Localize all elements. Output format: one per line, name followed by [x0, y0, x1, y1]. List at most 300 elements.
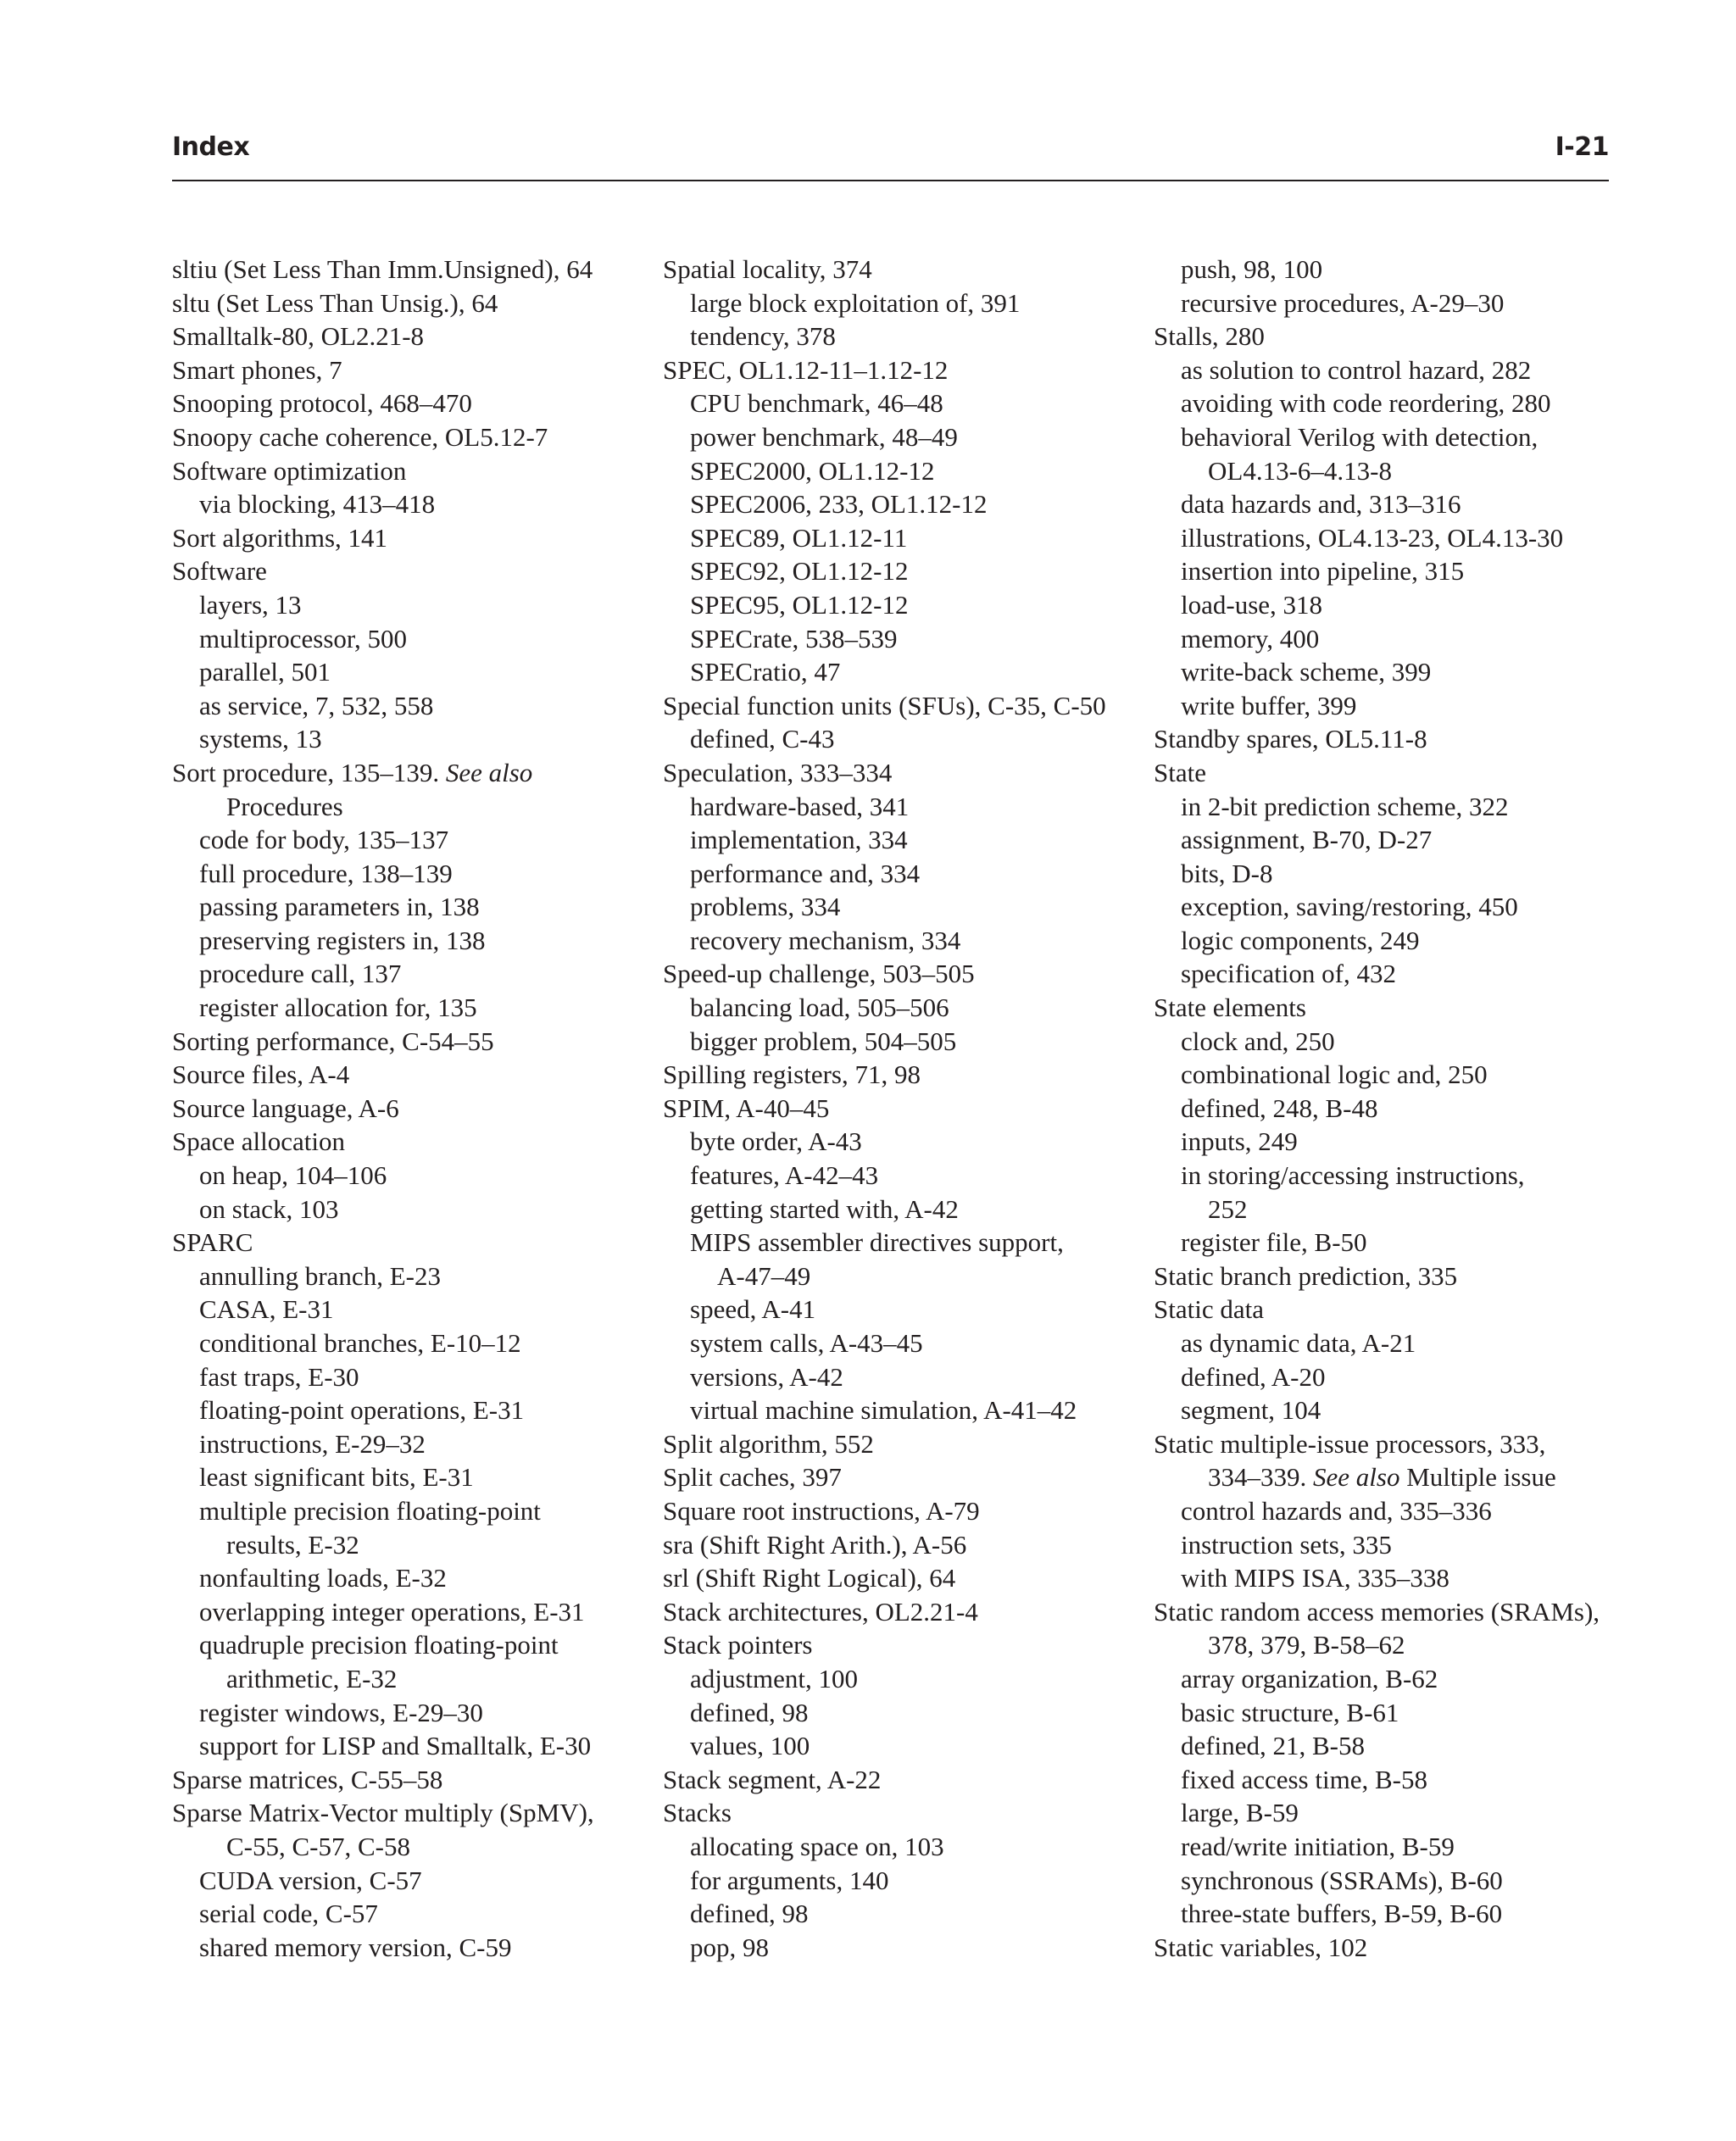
index-entry	[172, 1058, 647, 1092]
entry-text: virtual machine simulation, A-41–42	[690, 1395, 1077, 1426]
index-subentry	[663, 554, 1138, 588]
index-subentry	[172, 1729, 647, 1763]
index-subentry	[1154, 790, 1628, 824]
entry-text: adjustment, 100	[690, 1663, 859, 1693]
index-subentry	[663, 622, 1138, 656]
entry-text: features, A-42–43	[690, 1160, 879, 1191]
entry-text: register file, B-50	[1181, 1227, 1367, 1258]
index-subentry	[1154, 1561, 1628, 1595]
entry-text: overlapping integer operations, E-31	[199, 1596, 585, 1627]
index-subentry	[172, 1326, 647, 1360]
index-entry	[1154, 722, 1628, 756]
entry-text: performance and, 334	[690, 858, 921, 888]
index-subentry	[663, 1931, 1138, 1965]
entry-text: on heap, 104–106	[199, 1160, 387, 1191]
entry-text: code for body, 135–137	[199, 825, 449, 855]
entry-text: Software	[172, 556, 267, 587]
entry-text: array organization, B-62	[1181, 1663, 1438, 1693]
entry-text: OL4.13-6–4.13-8	[1208, 455, 1392, 486]
entry-text: CASA, E-31	[199, 1294, 334, 1325]
entry-text: CUDA version, C-57	[199, 1865, 422, 1895]
index-subentry	[1154, 253, 1628, 286]
index-subentry	[172, 790, 647, 824]
entry-text: sra (Shift Right Arith.), A-56	[663, 1529, 967, 1560]
entry-text: Procedures	[226, 791, 343, 821]
index-subentry	[1154, 420, 1628, 454]
entry-text: Square root instructions, A-79	[663, 1495, 980, 1526]
index-subentry	[663, 1360, 1138, 1394]
index-subentry	[663, 588, 1138, 622]
entry-text: systems, 13	[199, 724, 322, 754]
index-entry	[172, 554, 647, 588]
entry-text: Split caches, 397	[663, 1462, 842, 1493]
entry-text: results, E-32	[226, 1529, 359, 1560]
entry-text: defined, C-43	[690, 724, 835, 754]
entry-text: implementation, 334	[690, 825, 908, 855]
entry-text: Sorting performance, C-54–55	[172, 1026, 494, 1056]
entry-text: as solution to control hazard, 282	[1181, 354, 1532, 385]
running-head-title: Index	[172, 132, 250, 162]
index-subentry	[663, 1260, 1138, 1293]
entry-text: values, 100	[690, 1731, 810, 1761]
index-entry	[663, 1628, 1138, 1662]
entry-text: segment, 104	[1181, 1395, 1321, 1426]
index-subentry	[663, 1193, 1138, 1226]
entry-text: procedure call, 137	[199, 959, 402, 989]
index-subentry	[1154, 655, 1628, 689]
entry-text: large block exploitation of, 391	[690, 287, 1021, 318]
index-entry	[172, 521, 647, 555]
index-subentry	[663, 1326, 1138, 1360]
entry-text: read/write initiation, B-59	[1181, 1831, 1455, 1861]
entry-text: Smalltalk-80, OL2.21-8	[172, 321, 425, 352]
entry-text: instruction sets, 335	[1181, 1529, 1392, 1560]
entry-text: large, B-59	[1181, 1798, 1299, 1828]
index-subentry	[172, 991, 647, 1025]
entry-text: balancing load, 505–506	[690, 993, 949, 1023]
index-entry	[172, 454, 647, 488]
index-entry	[663, 1460, 1138, 1494]
index-subentry	[663, 722, 1138, 756]
entry-text: speed, A-41	[690, 1294, 816, 1325]
entry-text: insertion into pipeline, 315	[1181, 556, 1465, 587]
index-subentry	[663, 823, 1138, 857]
entry-text: floating-point operations, E-31	[199, 1395, 525, 1426]
entry-text: CPU benchmark, 46–48	[690, 388, 943, 419]
index-subentry	[172, 689, 647, 723]
entry-text: via blocking, 413–418	[199, 489, 436, 520]
entry-text: write-back scheme, 399	[1181, 657, 1432, 687]
entry-text: with MIPS ISA, 335–338	[1181, 1563, 1449, 1593]
entry-text: power benchmark, 48–49	[690, 421, 958, 452]
entry-text: versions, A-42	[690, 1361, 843, 1392]
index-subentry	[1154, 1494, 1628, 1528]
entry-text: preserving registers in, 138	[199, 925, 486, 955]
index-subentry	[1154, 823, 1628, 857]
entry-text: layers, 13	[199, 589, 302, 620]
entry-text: SPEC95, OL1.12-12	[690, 589, 909, 620]
index-subentry	[1154, 487, 1628, 521]
index-subentry	[1154, 588, 1628, 622]
index-entry	[172, 1025, 647, 1059]
index-entry	[172, 420, 647, 454]
entry-text: sltiu (Set Less Than Imm.Unsigned), 64	[172, 254, 593, 284]
entry-text: sltu (Set Less Than Unsig.), 64	[172, 287, 498, 318]
index-entry	[172, 1092, 647, 1126]
entry-text: illustrations, OL4.13-23, OL4.13-30	[1181, 522, 1564, 553]
entry-text: Space allocation	[172, 1126, 345, 1157]
index-subentry	[663, 1662, 1138, 1696]
entry-text: register windows, E-29–30	[199, 1697, 483, 1727]
index-entry	[663, 1561, 1138, 1595]
index-entry	[663, 253, 1138, 286]
entry-text: Snooping protocol, 468–470	[172, 388, 472, 419]
index-subentry	[172, 1460, 647, 1494]
entry-text: bits, D-8	[1181, 858, 1273, 888]
entry-text: Sparse Matrix-Vector multiply (SpMV),	[172, 1798, 594, 1828]
entry-text: Software optimization	[172, 455, 407, 486]
index-subentry	[1154, 554, 1628, 588]
index-subentry	[172, 1260, 647, 1293]
entry-text: Standby spares, OL5.11-8	[1154, 724, 1427, 754]
entry-text: Static data	[1154, 1294, 1264, 1325]
index-subentry	[1154, 1125, 1628, 1159]
index-subentry	[172, 1662, 647, 1696]
entry-text: annulling branch, E-23	[199, 1260, 441, 1291]
entry-text: Stack pointers	[663, 1630, 813, 1660]
index-subentry	[1154, 521, 1628, 555]
entry-text: as service, 7, 532, 558	[199, 690, 434, 720]
entry-text: getting started with, A-42	[690, 1193, 959, 1224]
entry-text: 334–339.	[1208, 1462, 1313, 1493]
entry-text: parallel, 501	[199, 657, 331, 687]
index-entry	[1154, 1293, 1628, 1326]
index-subentry	[1154, 1528, 1628, 1562]
index-subentry	[1154, 890, 1628, 924]
entry-text: shared memory version, C-59	[199, 1932, 512, 1962]
index-subentry	[1154, 1393, 1628, 1427]
entry-text: for arguments, 140	[690, 1865, 889, 1895]
entry-text: Source language, A-6	[172, 1093, 399, 1123]
entry-text: SPEC, OL1.12-11–1.12-12	[663, 354, 949, 385]
entry-text: hardware-based, 341	[690, 791, 910, 821]
entry-text: Stack architectures, OL2.21-4	[663, 1596, 978, 1627]
index-column-2	[663, 253, 1138, 1964]
index-subentry	[663, 890, 1138, 924]
entry-text: Sort algorithms, 141	[172, 522, 388, 553]
entry-text: three-state buffers, B-59, B-60	[1181, 1899, 1503, 1929]
index-subentry	[663, 1696, 1138, 1730]
entry-text: conditional branches, E-10–12	[199, 1328, 521, 1358]
entry-text: SPIM, A-40–45	[663, 1093, 830, 1123]
entry-text: serial code, C-57	[199, 1899, 378, 1929]
entry-text: passing parameters in, 138	[199, 892, 480, 922]
entry-text: bigger problem, 504–505	[690, 1026, 957, 1056]
entry-text: exception, saving/restoring, 450	[1181, 892, 1518, 922]
entry-text: SPEC2000, OL1.12-12	[690, 455, 935, 486]
index-entry	[172, 1763, 647, 1797]
entry-text: recursive procedures, A-29–30	[1181, 287, 1505, 318]
see-also-target: Multiple issue	[1399, 1462, 1556, 1493]
entry-text: Stack segment, A-22	[663, 1764, 882, 1794]
index-subentry	[663, 420, 1138, 454]
index-subentry	[663, 924, 1138, 958]
index-subentry	[663, 1729, 1138, 1763]
index-subentry	[663, 655, 1138, 689]
entry-text: SPARC	[172, 1227, 253, 1258]
entry-text: Static multiple-issue processors, 333,	[1154, 1428, 1546, 1459]
index-subentry	[172, 1193, 647, 1226]
entry-text: Speed-up challenge, 503–505	[663, 959, 975, 989]
index-subentry	[663, 857, 1138, 891]
index-entry	[1154, 1260, 1628, 1293]
entry-text: defined, 98	[690, 1697, 809, 1727]
entry-text: recovery mechanism, 334	[690, 925, 961, 955]
entry-text: Static variables, 102	[1154, 1932, 1368, 1962]
entry-text: push, 98, 100	[1181, 254, 1323, 284]
entry-text: State	[1154, 757, 1206, 787]
index-subentry	[663, 1864, 1138, 1898]
entry-text: SPEC2006, 233, OL1.12-12	[690, 489, 988, 520]
index-entry	[1154, 320, 1628, 353]
entry-text: load-use, 318	[1181, 589, 1323, 620]
entry-text: data hazards and, 313–316	[1181, 489, 1461, 520]
index-entry	[1154, 756, 1628, 790]
page-number: I-21	[1555, 132, 1609, 162]
entry-text: write buffer, 399	[1181, 690, 1357, 720]
entry-text: control hazards and, 335–336	[1181, 1495, 1492, 1526]
index-entry	[663, 353, 1138, 387]
index-subentry	[1154, 286, 1628, 320]
entry-text: defined, A-20	[1181, 1361, 1326, 1392]
entry-text: Spatial locality, 374	[663, 254, 872, 284]
entry-text: quadruple precision floating-point	[199, 1630, 559, 1660]
index-subentry	[1154, 1796, 1628, 1830]
index-subentry	[663, 1393, 1138, 1427]
index-subentry	[172, 1931, 647, 1965]
index-subentry	[172, 1528, 647, 1562]
entry-text: least significant bits, E-31	[199, 1462, 474, 1493]
entry-text: 378, 379, B-58–62	[1208, 1630, 1405, 1660]
index-subentry	[1154, 924, 1628, 958]
index-entry	[172, 286, 647, 320]
entry-text: logic components, 249	[1181, 925, 1420, 955]
index-subentry	[663, 286, 1138, 320]
index-subentry	[663, 991, 1138, 1025]
entry-text: Split algorithm, 552	[663, 1428, 874, 1459]
index-subentry	[1154, 1025, 1628, 1059]
entry-text: srl (Shift Right Logical), 64	[663, 1563, 956, 1593]
index-column-1	[172, 253, 647, 1964]
index-subentry	[1154, 1696, 1628, 1730]
index-subentry	[172, 1628, 647, 1662]
entry-text: defined, 21, B-58	[1181, 1731, 1365, 1761]
entry-text: C-55, C-57, C-58	[226, 1831, 410, 1861]
index-subentry	[663, 1293, 1138, 1326]
entry-text: tendency, 378	[690, 321, 836, 352]
index-subentry	[663, 1125, 1138, 1159]
see-also-reference: See also	[1313, 1462, 1400, 1493]
entry-text: multiprocessor, 500	[199, 623, 408, 653]
entry-text: pop, 98	[690, 1932, 769, 1962]
entry-text: MIPS assembler directives support,	[690, 1227, 1064, 1258]
index-subentry	[1154, 857, 1628, 891]
index-subentry	[1154, 1460, 1628, 1494]
index-entry	[663, 756, 1138, 790]
entry-text: synchronous (SSRAMs), B-60	[1181, 1865, 1503, 1895]
index-subentry	[1154, 1159, 1628, 1193]
index-subentry	[1154, 386, 1628, 420]
index-subentry	[1154, 1897, 1628, 1931]
index-entry	[663, 1528, 1138, 1562]
index-subentry	[1154, 1360, 1628, 1394]
index-subentry	[172, 1293, 647, 1326]
index-subentry	[1154, 353, 1628, 387]
entry-text: Speculation, 333–334	[663, 757, 893, 787]
entry-text: Special function units (SFUs), C-35, C-50	[663, 690, 1106, 720]
entry-text: problems, 334	[690, 892, 841, 922]
index-subentry	[1154, 1864, 1628, 1898]
index-entry	[1154, 1427, 1628, 1461]
index-subentry	[172, 924, 647, 958]
index-subentry	[1154, 1326, 1628, 1360]
entry-text: register allocation for, 135	[199, 993, 477, 1023]
entry-text: Smart phones, 7	[172, 354, 342, 385]
index-entry	[172, 756, 647, 790]
entry-text: A-47–49	[717, 1260, 811, 1291]
entry-text: SPEC89, OL1.12-11	[690, 522, 908, 553]
index-subentry	[172, 1427, 647, 1461]
index-entry	[663, 1763, 1138, 1797]
index-subentry	[172, 1830, 647, 1864]
entry-text: behavioral Verilog with detection,	[1181, 421, 1538, 452]
index-subentry	[172, 1561, 647, 1595]
index-subentry	[663, 1025, 1138, 1059]
index-subentry	[1154, 1763, 1628, 1797]
entry-text: Snoopy cache coherence, OL5.12-7	[172, 421, 548, 452]
index-subentry	[1154, 454, 1628, 488]
entry-text: arithmetic, E-32	[226, 1663, 398, 1693]
entry-text: defined, 98	[690, 1899, 809, 1929]
entry-text: Stacks	[663, 1798, 732, 1828]
entry-text: combinational logic and, 250	[1181, 1059, 1488, 1090]
index-subentry	[663, 1226, 1138, 1260]
index-column-3	[1154, 253, 1628, 1964]
entry-text: defined, 248, B-48	[1181, 1093, 1378, 1123]
index-entry	[1154, 1595, 1628, 1629]
index-entry	[172, 353, 647, 387]
index-entry	[663, 957, 1138, 991]
index-subentry	[1154, 1662, 1628, 1696]
entry-text: Sparse matrices, C-55–58	[172, 1764, 443, 1794]
index-entry	[1154, 991, 1628, 1025]
index-entry	[663, 1494, 1138, 1528]
entry-text: in 2-bit prediction scheme, 322	[1181, 791, 1509, 821]
index-subentry	[1154, 689, 1628, 723]
index-entry	[663, 689, 1138, 723]
index-subentry	[172, 957, 647, 991]
index-subentry	[172, 1159, 647, 1193]
entry-text: SPECrate, 538–539	[690, 623, 898, 653]
entry-text: SPEC92, OL1.12-12	[690, 556, 909, 587]
index-subentry	[172, 1696, 647, 1730]
index-subentry	[172, 487, 647, 521]
index-entry	[663, 1595, 1138, 1629]
index-subentry	[172, 655, 647, 689]
entry-text: 252	[1208, 1193, 1248, 1224]
index-subentry	[1154, 1193, 1628, 1226]
entry-text: SPECratio, 47	[690, 657, 841, 687]
entry-text: memory, 400	[1181, 623, 1320, 653]
entry-text: on stack, 103	[199, 1193, 339, 1224]
index-entry	[1154, 1931, 1628, 1965]
index-subentry	[172, 1595, 647, 1629]
index-entry	[663, 1092, 1138, 1126]
entry-text: support for LISP and Smalltalk, E-30	[199, 1731, 592, 1761]
index-subentry	[1154, 1830, 1628, 1864]
index-subentry	[172, 1864, 647, 1898]
entry-text: byte order, A-43	[690, 1126, 862, 1157]
index-subentry	[172, 1360, 647, 1394]
index-subentry	[1154, 1092, 1628, 1126]
index-entry	[663, 1796, 1138, 1830]
index-subentry	[663, 521, 1138, 555]
index-entry	[663, 1427, 1138, 1461]
entry-text: Source files, A-4	[172, 1059, 350, 1090]
index-subentry	[663, 790, 1138, 824]
index-subentry	[1154, 1058, 1628, 1092]
index-subentry	[172, 890, 647, 924]
entry-text: Sort procedure, 135–139.	[172, 757, 446, 787]
index-entry	[172, 320, 647, 353]
index-entry	[172, 1226, 647, 1260]
index-subentry	[1154, 1729, 1628, 1763]
index-entry	[663, 1058, 1138, 1092]
index-subentry	[172, 857, 647, 891]
entry-text: fixed access time, B-58	[1181, 1764, 1427, 1794]
entry-text: avoiding with code reordering, 280	[1181, 388, 1551, 419]
entry-text: Static branch prediction, 335	[1154, 1260, 1458, 1291]
index-entry	[172, 386, 647, 420]
index-subentry	[172, 588, 647, 622]
entry-text: Spilling registers, 71, 98	[663, 1059, 921, 1090]
entry-text: Stalls, 280	[1154, 321, 1265, 352]
index-subentry	[663, 454, 1138, 488]
index-subentry	[1154, 622, 1628, 656]
entry-text: fast traps, E-30	[199, 1361, 359, 1392]
index-subentry	[172, 622, 647, 656]
index-entry	[172, 1125, 647, 1159]
entry-text: multiple precision floating-point	[199, 1495, 541, 1526]
index-subentry	[1154, 1226, 1628, 1260]
entry-text: in storing/accessing instructions,	[1181, 1160, 1525, 1191]
entry-text: allocating space on, 103	[690, 1831, 944, 1861]
index-subentry	[172, 722, 647, 756]
entry-text: as dynamic data, A-21	[1181, 1328, 1416, 1358]
index-subentry	[663, 1830, 1138, 1864]
entry-text: nonfaulting loads, E-32	[199, 1563, 447, 1593]
see-also-reference: See also	[445, 757, 533, 787]
entry-text: inputs, 249	[1181, 1126, 1298, 1157]
entry-text: system calls, A-43–45	[690, 1328, 923, 1358]
entry-text: instructions, E-29–32	[199, 1428, 426, 1459]
entry-text: assignment, B-70, D-27	[1181, 825, 1433, 855]
index-subentry	[663, 320, 1138, 353]
entry-text: Static random access memories (SRAMs),	[1154, 1596, 1600, 1627]
index-subentry	[172, 1494, 647, 1528]
index-subentry	[172, 1393, 647, 1427]
index-subentry	[172, 823, 647, 857]
